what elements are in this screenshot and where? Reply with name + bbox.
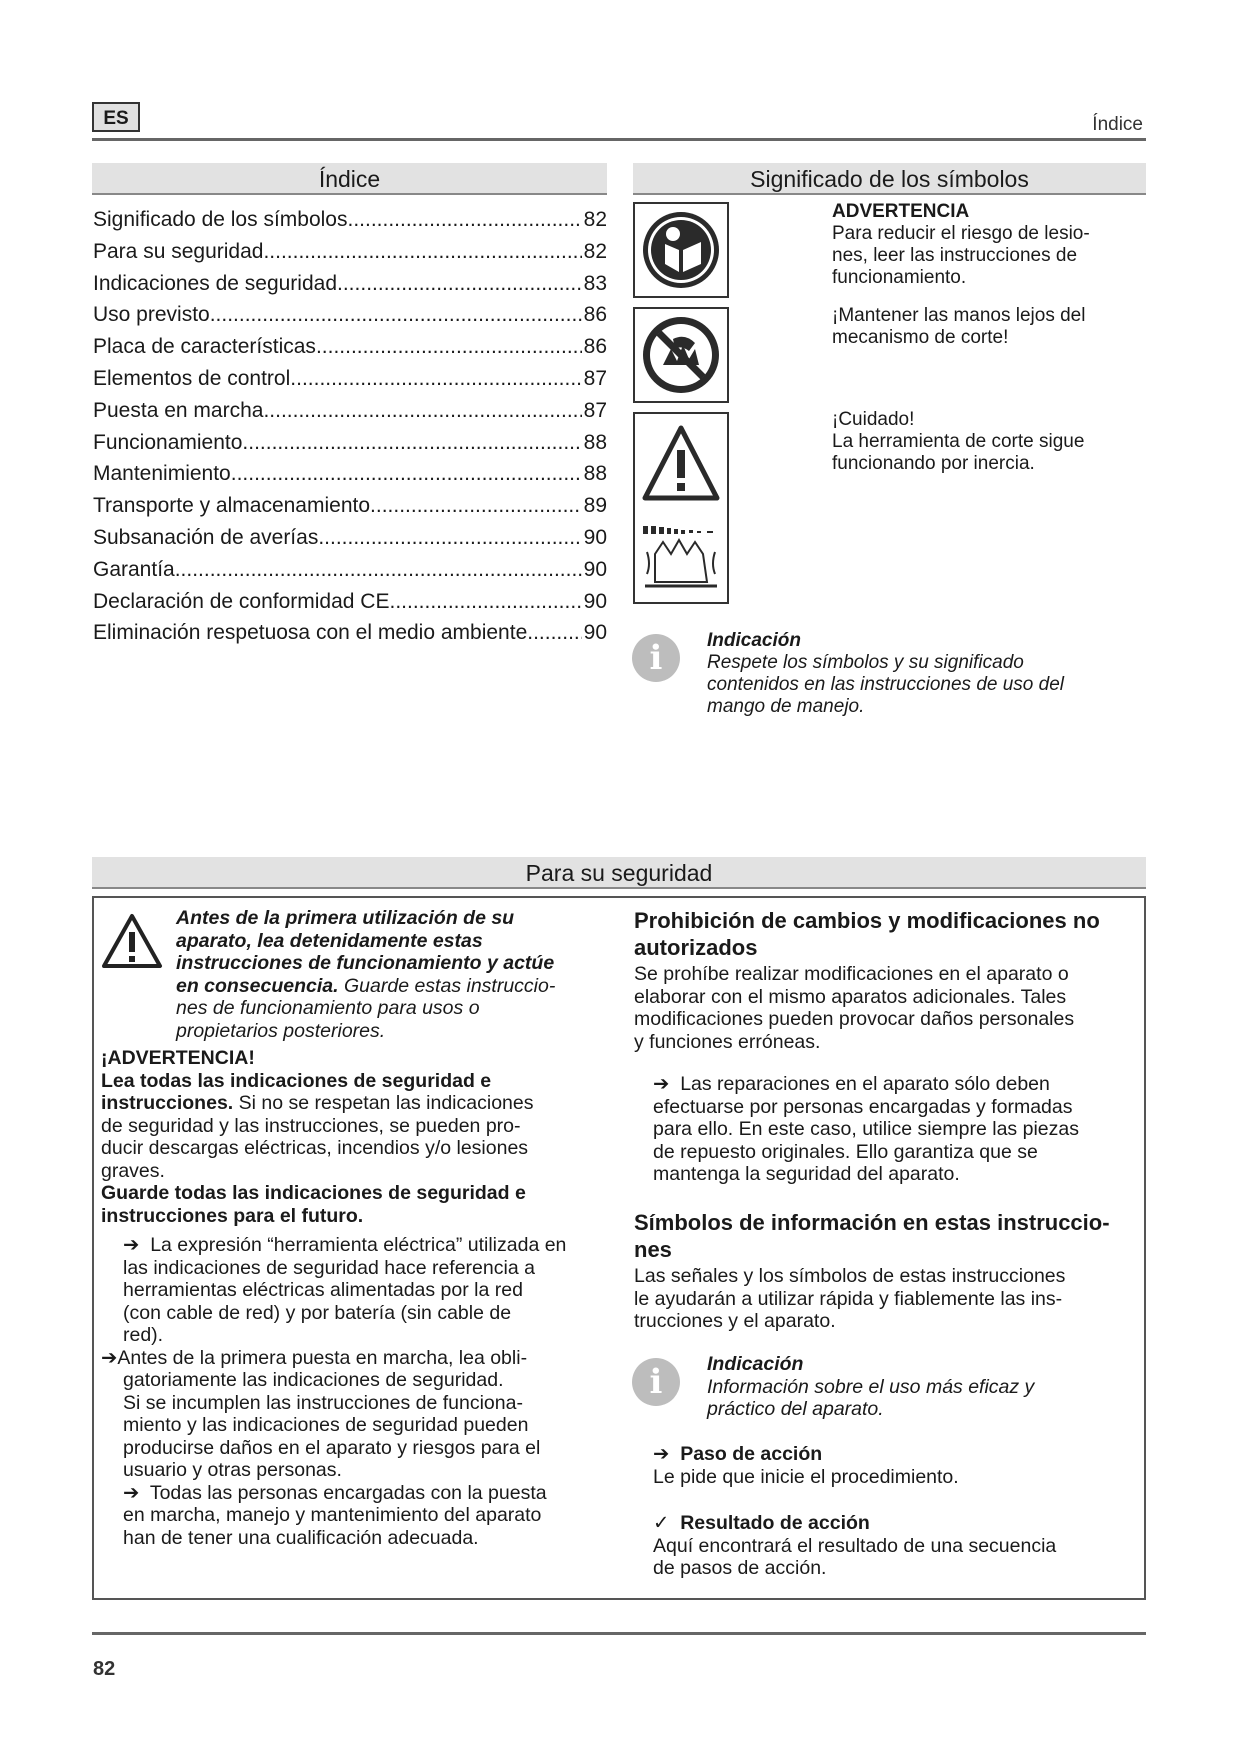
hands-text: mecanismo de corte! xyxy=(832,327,1009,348)
index-entry xyxy=(93,363,607,395)
index-entry-label: Funcionamiento xyxy=(93,430,243,454)
info-icon: i xyxy=(632,1358,680,1406)
running-title: Índice xyxy=(1092,114,1143,135)
index-entry-leader xyxy=(347,204,581,236)
index-entry xyxy=(93,204,607,236)
keep-instructions-text: Guarde todas las indicaciones de seguridad e xyxy=(101,1182,526,1204)
bullet-text: (con cable de red) y por batería (sin cable de xyxy=(123,1301,512,1324)
bullet-text: han de tener una cualificación adecuada. xyxy=(123,1526,479,1549)
advertencia-text-bold: instrucciones. xyxy=(101,1092,234,1114)
index-entry-leader xyxy=(370,490,582,522)
keep-hands-away-icon xyxy=(633,307,729,403)
bullet-text: producirse daños en el aparato y riesgos para el xyxy=(123,1436,541,1459)
step-title: Paso de acción xyxy=(680,1443,823,1465)
prohibition-text: modificaciones pueden provocar daños personales xyxy=(634,1008,1075,1030)
advertencia-title: ¡ADVERTENCIA! xyxy=(101,1047,255,1069)
note-text: práctico del aparato. xyxy=(707,1398,884,1420)
caution-text: La herramienta de corte sigue xyxy=(832,431,1085,452)
index-heading: Índice xyxy=(92,163,607,195)
index-entry-leader xyxy=(175,554,582,586)
advertencia-text: Lea todas las indicaciones de seguridad e xyxy=(101,1069,492,1092)
arrow-icon: ➔ xyxy=(101,1346,118,1369)
index-entry-label: Uso previsto xyxy=(93,303,210,327)
bullet-text: Antes de la primera puesta en marcha, lea obli- xyxy=(117,1346,528,1369)
index-entry xyxy=(93,522,607,554)
intro-text: Antes de la primera utilización de su xyxy=(176,907,515,929)
result-text: de pasos de acción. xyxy=(653,1557,827,1579)
index-entry-page: 89 xyxy=(583,494,607,518)
keep-instructions-text: instrucciones para el futuro. xyxy=(101,1204,364,1227)
arrow-icon: ➔ xyxy=(653,1073,670,1095)
warning-text: nes, leer las instrucciones de xyxy=(832,245,1078,266)
index-entry-page: 86 xyxy=(583,303,607,327)
index-entry-leader xyxy=(316,331,582,363)
step-text: Le pide que inicie el procedimiento. xyxy=(653,1465,959,1488)
info-symbols-heading: Símbolos de información en estas instruccio- xyxy=(634,1210,1110,1235)
note-text: contenidos en las instrucciones de uso del xyxy=(707,674,1065,695)
caution-text: ¡Cuidado! xyxy=(832,409,915,430)
prohibition-text: Se prohíbe realizar modificaciones en el aparato o xyxy=(634,963,1069,985)
bullet-text: La expresión “herramienta eléctrica” utilizada en xyxy=(150,1234,567,1256)
index-entry-label: Puesta en marcha xyxy=(93,398,264,422)
header-rule xyxy=(92,138,1146,141)
caution-text: funcionando por inercia. xyxy=(832,453,1035,474)
index-entry-page: 88 xyxy=(583,430,607,454)
warning-title: ADVERTENCIA xyxy=(832,201,970,222)
info-symbols-heading: nes xyxy=(634,1237,672,1262)
index-entry xyxy=(93,268,607,300)
bullet-text: Todas las personas encargadas con la puesta xyxy=(149,1481,547,1504)
check-icon: ✓ xyxy=(653,1512,670,1534)
info-symbols-text: trucciones y el aparato. xyxy=(634,1310,836,1332)
bullet-text: miento y las indicaciones de seguridad pueden xyxy=(123,1414,529,1436)
repair-text: de repuesto originales. Ello garantiza que se xyxy=(653,1140,1038,1163)
language-badge: ES xyxy=(92,102,140,132)
index-entry-page: 82 xyxy=(583,208,607,231)
advertencia-text: Si no se respetan las indicaciones xyxy=(233,1092,534,1114)
index-entry-label: Para su seguridad xyxy=(93,239,264,263)
note-text: mango de manejo. xyxy=(707,696,865,717)
page-number: 82 xyxy=(93,1658,116,1680)
index-entry-label: Mantenimiento xyxy=(93,462,231,486)
advertencia-text: graves. xyxy=(101,1159,165,1182)
repair-text: para ello. En este caso, utilice siempre las piezas xyxy=(653,1118,1079,1140)
index-entry-page: 87 xyxy=(583,366,607,390)
index-entry-label: Placa de características xyxy=(93,335,316,359)
arrow-icon: ➔ xyxy=(123,1481,140,1504)
intro-text: nes de funcionamiento para usos o xyxy=(176,997,480,1019)
index-entry-page: 86 xyxy=(583,335,607,359)
result-text: Aquí encontrará el resultado de una secuencia xyxy=(653,1534,1057,1557)
index-entry xyxy=(93,617,607,649)
index-entry-page: 90 xyxy=(583,589,607,613)
index-entry xyxy=(93,458,607,490)
index-entry-label: Significado de los símbolos xyxy=(93,208,348,231)
note-text: Respete los símbolos y su significado xyxy=(707,652,1024,673)
index-entry-label: Indicaciones de seguridad xyxy=(93,271,338,295)
info-symbols-text: le ayudarán a utilizar rápida y fiablemente las ins- xyxy=(634,1287,1063,1310)
result-title: Resultado de acción xyxy=(680,1512,870,1534)
index-entry xyxy=(93,331,607,363)
footer-rule xyxy=(92,1632,1146,1635)
prohibition-text: y funciones erróneas. xyxy=(634,1030,821,1053)
index-entry xyxy=(93,236,607,268)
advertencia-text: ducir descargas eléctricas, incendios y/o lesiones xyxy=(101,1137,529,1159)
note-title: Indicación xyxy=(707,630,801,651)
index-entry xyxy=(93,554,607,586)
index-entry xyxy=(93,490,607,522)
repair-text: Las reparaciones en el aparato sólo deben xyxy=(680,1073,1050,1095)
index-entry-leader xyxy=(318,522,581,554)
info-icon: i xyxy=(632,634,680,682)
bullet-text: red). xyxy=(123,1324,164,1346)
index-entry-label: Transporte y almacenamiento xyxy=(93,494,371,518)
prohibition-text: elaborar con el mismo aparatos adicionales. Tales xyxy=(634,985,1067,1008)
index-entry xyxy=(93,395,607,427)
info-symbols-text: Las señales y los símbolos de estas instrucciones xyxy=(634,1265,1066,1287)
index-entry-leader xyxy=(527,617,581,649)
arrow-icon: ➔ xyxy=(653,1443,670,1465)
index-entry-page: 88 xyxy=(583,462,607,486)
index-entry-leader xyxy=(337,268,582,300)
index-entry-leader xyxy=(210,299,582,331)
index-entry-page: 83 xyxy=(583,271,607,295)
index-entry xyxy=(93,299,607,331)
intro-text: aparato, lea detenidamente estas xyxy=(176,929,483,952)
warning-triangle-icon xyxy=(100,912,164,975)
bullet-text: gatoriamente las indicaciones de seguridad. xyxy=(123,1369,504,1391)
index-entry-label: Garantía xyxy=(93,557,175,581)
bullet-text: las indicaciones de seguridad hace referencia a xyxy=(123,1256,535,1279)
bullet-text: usuario y otras personas. xyxy=(123,1459,342,1481)
index-entry-label: Subsanación de averías xyxy=(93,525,319,549)
index-entry-leader xyxy=(242,427,581,459)
arrow-icon: ➔ xyxy=(123,1234,140,1256)
intro-text: propietarios posteriores. xyxy=(176,1019,386,1042)
index-entry-page: 87 xyxy=(583,398,607,422)
repair-text: mantenga la seguridad del aparato. xyxy=(653,1163,960,1185)
index-entry-label: Elementos de control xyxy=(93,366,291,390)
index-list xyxy=(93,204,607,649)
prohibition-heading: Prohibición de cambios y modificaciones no xyxy=(634,908,1100,933)
warning-text: Para reducir el riesgo de lesio- xyxy=(832,223,1090,244)
note-text: Información sobre el uso más eficaz y xyxy=(707,1375,1035,1398)
bullet-text: herramientas eléctricas alimentadas por la red xyxy=(123,1279,523,1301)
index-entry-page: 82 xyxy=(583,239,607,263)
advertencia-text: de seguridad y las instrucciones, se pueden pro- xyxy=(101,1114,521,1137)
index-entry-label: Eliminación respetuosa con el medio ambiente xyxy=(93,621,528,645)
index-entry-leader xyxy=(389,586,581,618)
bullet-text: en marcha, manejo y mantenimiento del aparato xyxy=(123,1504,542,1526)
index-entry-leader xyxy=(263,395,581,427)
intro-text: instrucciones de funcionamiento y actúe xyxy=(176,952,555,974)
hands-text: ¡Mantener las manos lejos del xyxy=(832,305,1086,326)
note-title: Indicación xyxy=(707,1353,804,1375)
index-entry-label: Declaración de conformidad CE xyxy=(93,589,390,613)
bullet-text: Si se incumplen las instrucciones de funciona- xyxy=(123,1391,523,1414)
index-entry-page: 90 xyxy=(583,557,607,581)
caution-inertia-icon xyxy=(633,412,729,604)
intro-text-bold: en consecuencia. xyxy=(176,974,339,997)
safety-heading: Para su seguridad xyxy=(92,857,1146,889)
index-entry-leader xyxy=(263,236,581,268)
index-entry-page: 90 xyxy=(583,621,607,645)
repair-text: efectuarse por personas encargadas y formadas xyxy=(653,1095,1073,1118)
index-entry-leader xyxy=(290,363,581,395)
index-entry xyxy=(93,427,607,459)
intro-text: Guarde estas instruccio- xyxy=(338,974,556,997)
prohibition-heading: autorizados xyxy=(634,935,758,960)
index-entry xyxy=(93,586,607,618)
warning-text: funcionamiento. xyxy=(832,267,967,288)
read-manual-icon xyxy=(633,202,729,298)
index-entry-leader xyxy=(231,458,582,490)
index-entry-page: 90 xyxy=(583,525,607,549)
symbols-heading: Significado de los símbolos xyxy=(633,163,1146,195)
